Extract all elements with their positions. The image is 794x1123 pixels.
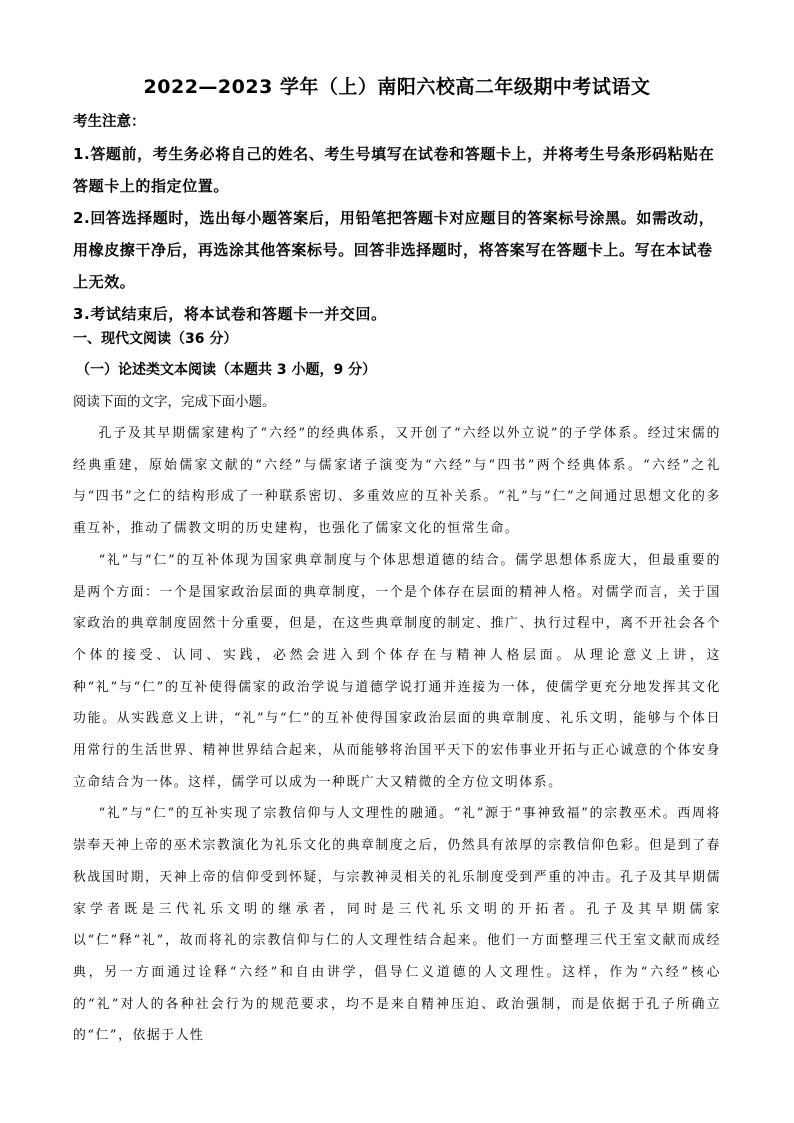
passage-paragraph-1: 孔子及其早期儒家建构了“六经”的经典体系，又开创了“六经以外立说”的子学体系。经过宋儒的经典重建，原始儒家文献的“六经”与儒家诸子演变为“六经”与“四书”两个经典体系。“六经”之礼与“四书”之仁的结构形成了一种联系密切、多重效应的互补关系。“礼”与“仁”之间通过思想文化的多重互补，推动了儒教文明的历史建构，也强化了儒家文化的恒常生命。 [73, 426, 721, 537]
subsection-argumentative: （一）论述类文本阅读（本题共 3 小题，9 分） [76, 362, 377, 378]
notice-item-1: 1.答题前，考生务必将自己的姓名、考生号填写在试卷和答题卡上，并将考生号条形码粘贴在答题卡上的指定位置。 [73, 145, 715, 195]
passage-paragraph-2: “礼”与“仁”的互补体现为国家典章制度与个体思想道德的结合。儒学思想体系庞大，但最重要的是两个方面：一个是国家政治层面的典章制度，一个是个体存在层面的精神人格。对儒学而言，关于国家政治的典章制度固然十分重要，但是，在这些典章制度的制定、推广、执行过程中，离不开社会各个个体的接受、认同、实践，必然会进入到个体存在与精神人格层面。从理论意义上讲，这种“礼”与“仁”的互补使得儒家的政治学说与道德学说打通并连接为一体，使儒学更充分地发挥其文化功能。从实践意义上讲，“礼”与“仁”的互补使得国家政治层面的典章制度、礼乐文明，能够与个体日用常行的生活世界、精神世界结合起来，从而能够将治国平天下的宏伟事业开拓与正心诚意的个体安身立命结合为一体。这样，儒学可以成为一种既广大又精微的全方位文明体系。 [73, 552, 721, 790]
exam-title: 2022—2023 学年（上）南阳六校高二年级期中考试语文 [143, 76, 651, 98]
section-modern-reading: 一、现代文阅读（36 分） [73, 331, 238, 347]
passage-paragraph-3: “礼”与“仁”的互补实现了宗教信仰与人文理性的融通。“礼”源于“事神致福”的宗教巫术。西周将崇奉天神上帝的巫术宗教演化为礼乐文化的典章制度之后，仍然具有浓厚的宗教信仰色彩。但是到了春秋战国时期，天神上帝的信仰受到怀疑，与宗教神灵相关的礼乐制度受到严重的冲击。孔子及其早期儒家学者既是三代礼乐文明的继承者，同时是三代礼乐文明的开拓者。孔子及其早期儒家以“仁”释“礼”，故而将礼的宗教信仰与仁的人文理性结合起来。他们一方面整理三代王室文献而成经典，另一方面通过诠释“六经”和自由讲学，倡导仁义道德的人文理性。这样，作为“六经”核心的“礼”对人的各种社会行为的规范要求，均不是来自精神压迫、政治强制，而是依据于孔子所确立的“仁”，依据于人性 [73, 806, 721, 1044]
notice-item-2: 2.回答选择题时，选出每小题答案后，用铅笔把答题卡对应题目的答案标号涂黑。如需改动，用橡皮擦干净后，再选涂其他答案标号。回答非选择题时，将答案写在答题卡上。写在本试卷上无效。 [73, 209, 715, 291]
reading-passage [73, 418, 721, 1052]
notice-heading: 考生注意： [73, 114, 146, 130]
notice-list [73, 138, 723, 330]
notice-item-3: 3.考试结束后，将本试卷和答题卡一并交回。 [73, 305, 387, 323]
reading-instruction: 阅读下面的文字，完成下面小题。 [73, 394, 276, 410]
